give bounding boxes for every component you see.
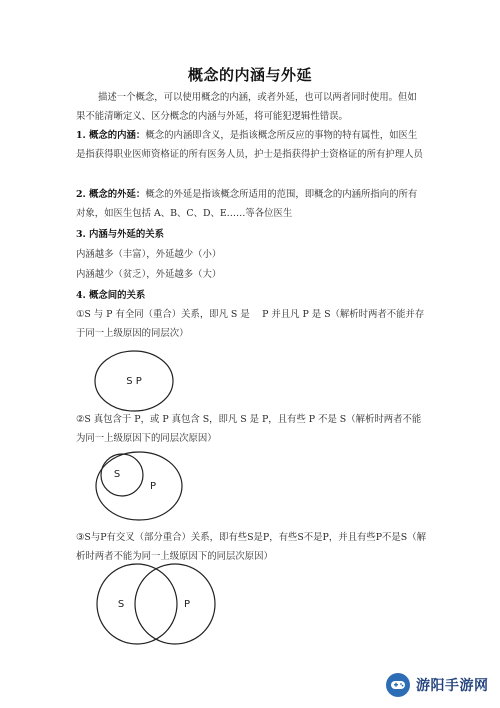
relation-text-overlap: ③S与P有交叉（部分重合）关系，即有些S是P，有些S不是P，并且有些P不是S（解析时两者不能为同一上级原因下的同层次原因）: [76, 532, 426, 562]
section-heading: 3. 内涵与外延的关系: [76, 229, 165, 240]
venn-label-p: P: [183, 599, 191, 610]
document-title: 概念的内涵与外延: [187, 66, 312, 84]
section-extension: [76, 185, 426, 223]
section-inner-meaning: [76, 126, 426, 164]
controller-logo-icon: [386, 673, 410, 697]
circle-s: [97, 564, 177, 644]
relation-line: 内涵越多（丰富），外延越少（小）: [76, 249, 222, 260]
watermark-logo: [386, 670, 490, 700]
section-text: 概念的内涵即含义，是指该概念所反应的事物的特有属性，如医生是指获得职业医师资格证的所有医务人员，护士是指获得护士资格证的所有护理人员: [76, 130, 423, 160]
watermark-text: 游阳手游网: [416, 678, 489, 694]
section-heading: 4. 概念间的关系: [76, 290, 146, 301]
relation-line: 内涵越少（贫乏），外延越多（大）: [76, 269, 222, 280]
intro-paragraph: 描述一个概念，可以使用概念的内涵，或者外延，也可以两者同时使用。但如果不能清晰定义、区分概念的内涵与外延，将可能犯逻辑性错误。: [76, 92, 417, 122]
circle-p: [135, 564, 215, 644]
relation-text-identity: ①S 与 P 有全同（重合）关系，即凡 S 是 P 并且凡 P 是 S（解析时两者不能并存于同一上级原因的同层次）: [76, 309, 425, 339]
venn-label-s: S: [113, 469, 121, 480]
relation-text-inclusion: ②S 真包含于 P，或 P 真包含 S，即凡 S 是 P，且有些 P 不是 S（解析时两者不能为同一上级原因下的同层次原因）: [76, 414, 422, 444]
venn-label-sp: S P: [126, 376, 142, 387]
venn-label-s: S: [117, 599, 125, 610]
venn-inclusion: [95, 451, 185, 521]
venn-overlap: [95, 562, 217, 648]
section-text: 概念的外延是指该概念所适用的范围，即概念的内涵所指向的所有对象，如医生包括 A、B、C、D、E……等各位医生: [76, 189, 418, 219]
circle-s: [101, 454, 143, 496]
venn-label-p: P: [149, 481, 157, 492]
venn-identical: [94, 350, 174, 412]
section-heading: 2. 概念的外延：: [76, 189, 146, 200]
section-heading: 1. 概念的内涵：: [76, 130, 146, 141]
